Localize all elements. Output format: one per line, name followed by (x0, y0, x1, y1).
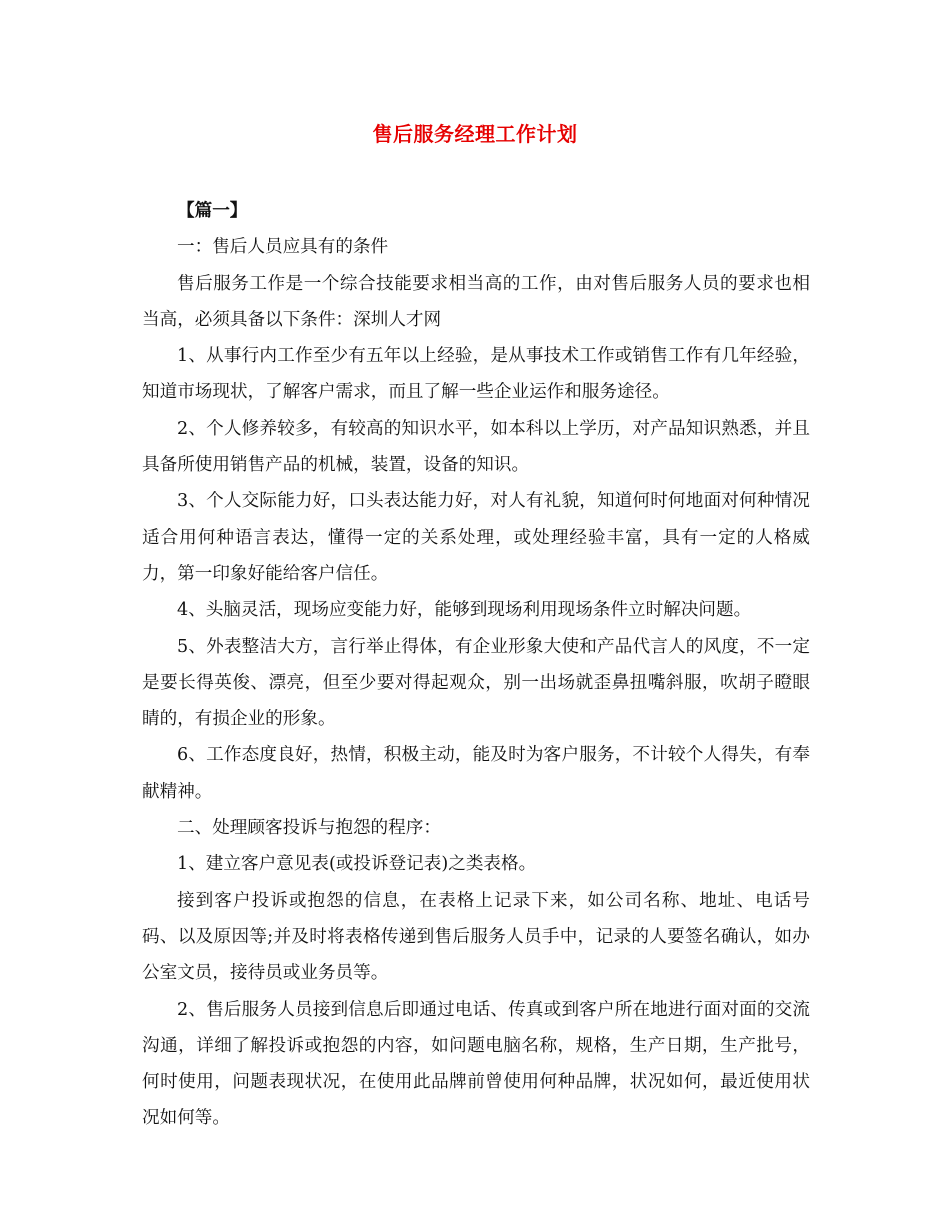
section-heading-requirements: 一：售后人员应具有的条件 (177, 237, 389, 258)
list-item-attitude: 6、工作态度良好，热情，积极主动，能及时为客户服务，不计较个人得失，有奉献精神。 (142, 745, 810, 802)
list-item-adaptability: 4、头脑灵活，现场应变能力好，能够到现场利用现场条件立时解决问题。 (177, 600, 752, 621)
document-title: 售后服务经理工作计划 (372, 122, 578, 146)
section-heading-complaints: 二、处理顾客投诉与抱怨的程序： (177, 818, 441, 839)
list-item-experience: 1、从事行内工作至少有五年以上经验，是从事技术工作或销售工作有几年经验，知道市场现状，了解客户需求，而且了解一些企业运作和服务途径。 (142, 346, 810, 403)
list-item-communication: 3、个人交际能力好，口头表达能力好，对人有礼貌，知道何时何地面对何种情况适合用何种语言表达，懂得一定的关系处理，或处理经验丰富，具有一定的人格威力，第一印象好能给客户信任。 (142, 491, 810, 584)
list-item-appearance: 5、外表整洁大方，言行举止得体，有企业形象大使和产品代言人的风度，不一定是要长得英俊、漂亮，但至少要对得起观众，别一出场就歪鼻扭嘴斜服，吹胡子瞪眼睛的，有损企业的形象。 (142, 636, 810, 730)
document-body (142, 193, 810, 1137)
list-item-education: 2、个人修养较多，有较高的知识水平，如本科以上学历，对产品知识熟悉，并且具备所使用销售产品的机械，装置，设备的知识。 (142, 418, 810, 476)
list-item-feedback-form: 1、建立客户意见表(或投诉登记表)之类表格。 (177, 854, 537, 875)
list-item-contact-customer: 2、售后服务人员接到信息后即通过电话、传真或到客户所在地进行面对面的交流沟通，详细了解投诉或抱怨的内容，如问题电脑名称，规格，生产日期，生产批号，何时使用，问题表现状况，在使用此品牌前曾使用何种品牌，状况如何，最近使用状况如何等。 (142, 999, 810, 1129)
paragraph-record-complaint: 接到客户投诉或抱怨的信息，在表格上记录下来，如公司名称、地址、电话号码、以及原因等;并及时将表格传递到售后服务人员手中，记录的人要签名确认，如办公室文员，接待员或业务员等。 (142, 890, 810, 984)
section-label: 【篇一】 (177, 200, 248, 221)
paragraph-intro: 售后服务工作是一个综合技能要求相当高的工作，由对售后服务人员的要求也相当高，必须具备以下条件：深圳人才网 (142, 273, 810, 330)
